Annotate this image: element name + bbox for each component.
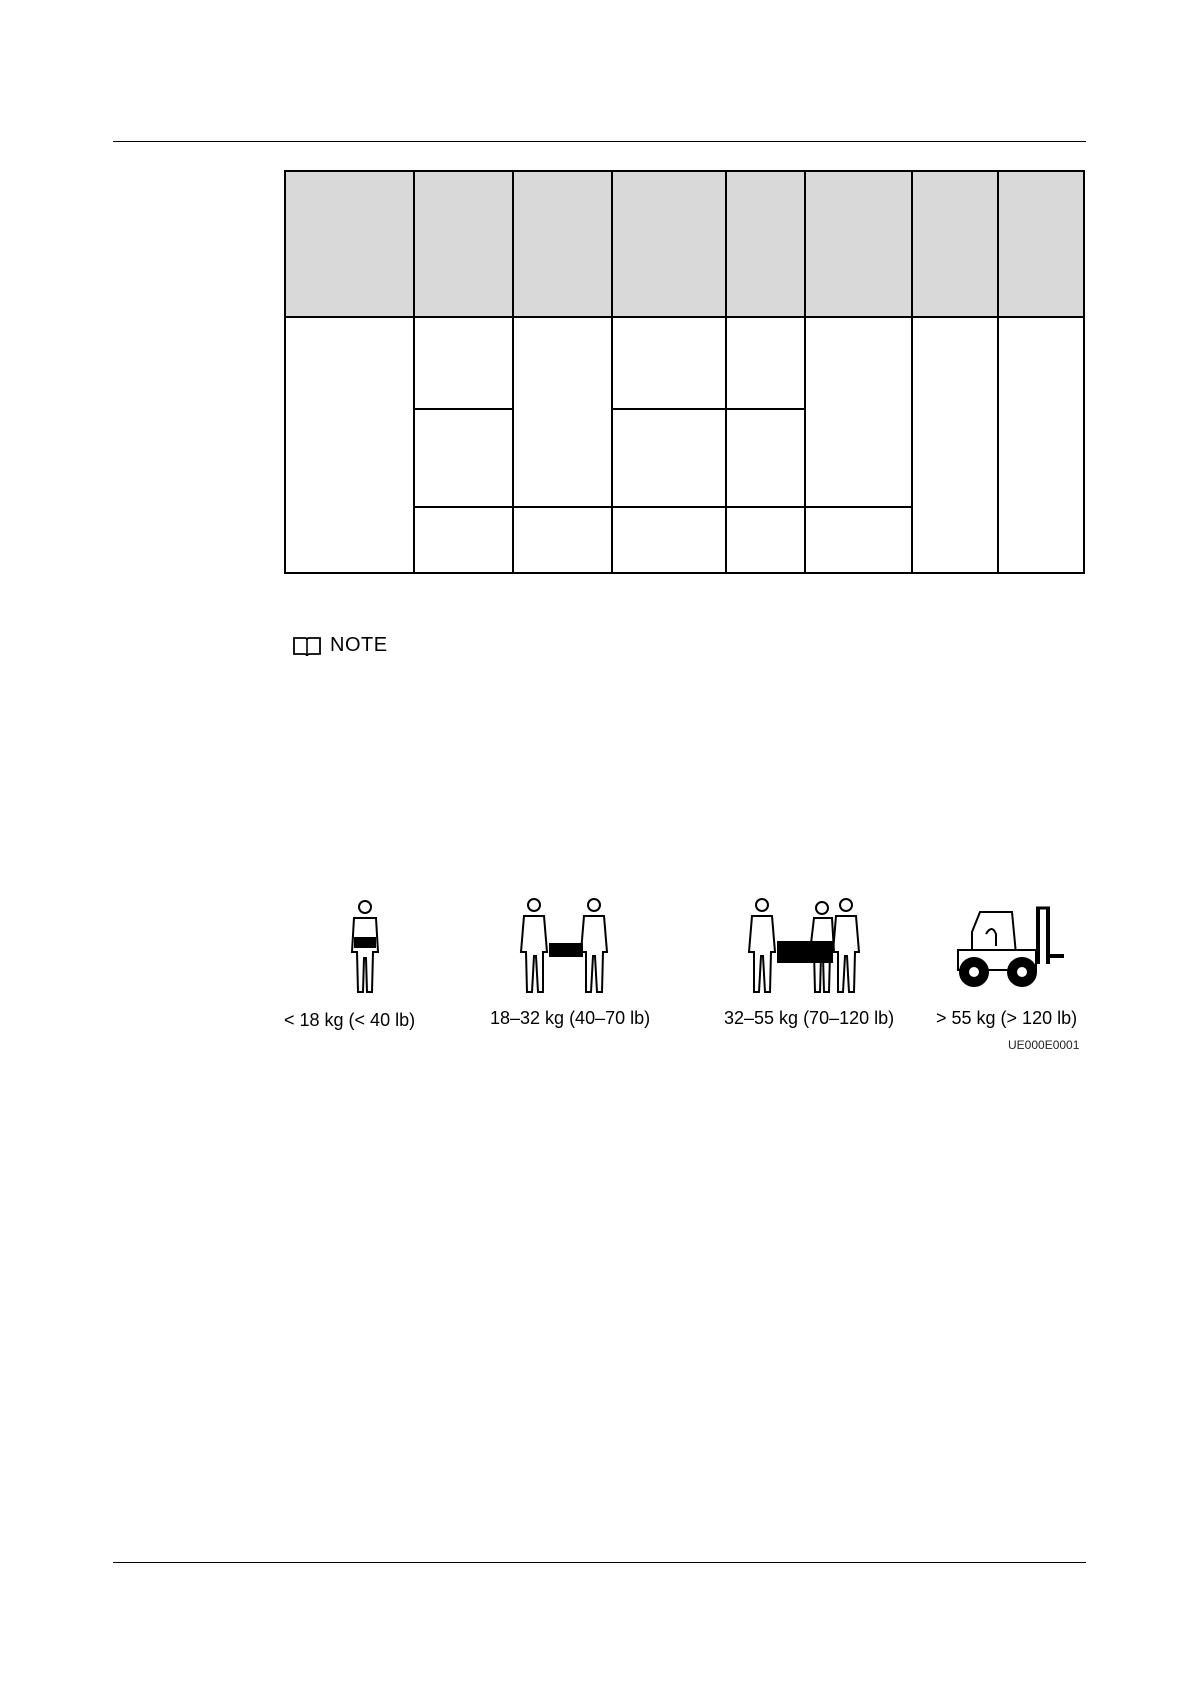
table-row <box>285 317 1084 409</box>
table-cell <box>726 507 805 573</box>
weight-caption: < 18 kg (< 40 lb) <box>284 1010 416 1030</box>
figure-code: UE000E0001 <box>1008 1038 1080 1052</box>
note-heading <box>292 634 388 657</box>
table-cell <box>726 409 805 507</box>
spec-table <box>284 170 1085 574</box>
table-cell <box>612 409 726 507</box>
table-header-row <box>285 171 1084 317</box>
table-header-cell <box>612 171 726 317</box>
weight-caption: > 55 kg (> 120 lb) <box>936 1008 1078 1028</box>
table-cell <box>912 317 998 573</box>
table-cell <box>513 317 612 507</box>
table-cell <box>414 317 513 409</box>
table-header-cell <box>513 171 612 317</box>
table-cell <box>726 317 805 409</box>
table-cell <box>285 317 414 573</box>
book-icon <box>292 635 322 657</box>
table-header-cell <box>912 171 998 317</box>
table-header-cell <box>285 171 414 317</box>
table-header-cell <box>998 171 1084 317</box>
forklift-icon <box>952 904 1068 990</box>
table-header-cell <box>805 171 912 317</box>
table-cell <box>612 507 726 573</box>
table-cell <box>805 317 912 507</box>
weight-caption: 32–55 kg (70–120 lb) <box>724 1008 895 1028</box>
table-cell <box>513 507 612 573</box>
weight-caption: 18–32 kg (40–70 lb) <box>490 1008 651 1028</box>
table-cell <box>612 317 726 409</box>
table-header-cell <box>414 171 513 317</box>
table-cell <box>805 507 912 573</box>
two-person-carry-icon <box>516 896 616 996</box>
note-label: NOTE <box>330 634 388 656</box>
table-cell <box>414 409 513 507</box>
one-person-carry-icon <box>340 900 390 996</box>
table-cell <box>414 507 513 573</box>
header-rule <box>113 141 1086 142</box>
table-cell <box>998 317 1084 573</box>
three-person-carry-icon <box>740 896 870 996</box>
table-header-cell <box>726 171 805 317</box>
footer-rule <box>113 1562 1086 1563</box>
